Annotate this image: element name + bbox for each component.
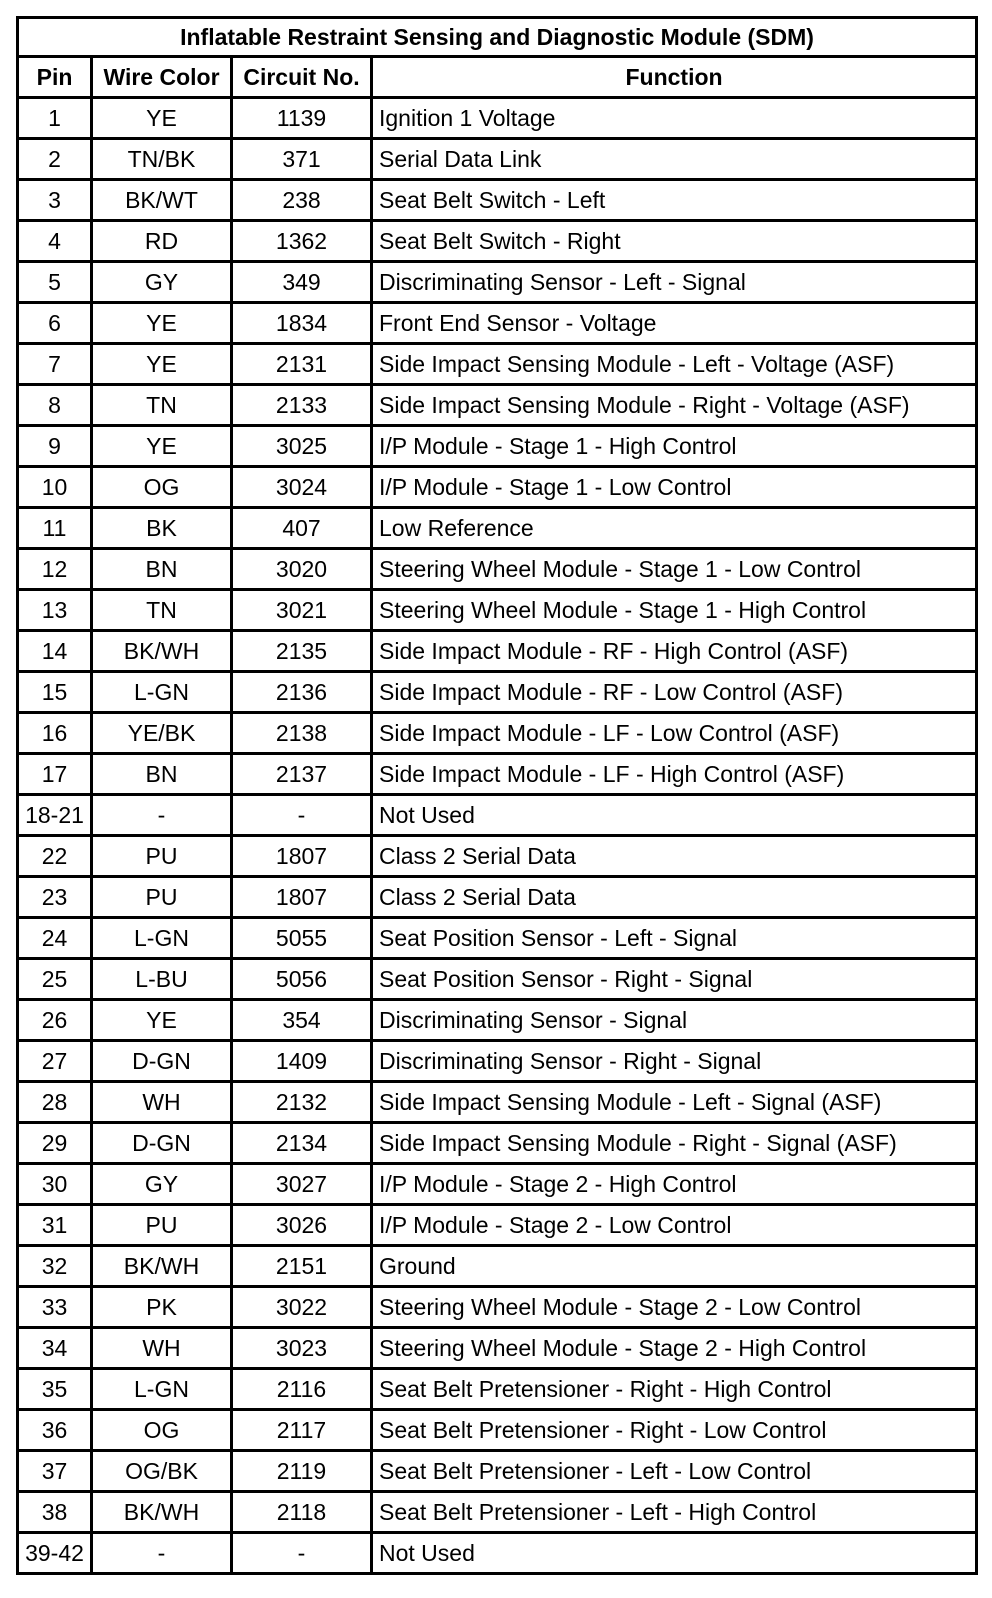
cell-function: Seat Belt Pretensioner - Left - High Control — [372, 1492, 977, 1533]
cell-pin: 3 — [18, 180, 92, 221]
table-row — [18, 1082, 977, 1123]
cell-circuit: 2118 — [232, 1492, 372, 1533]
table-row — [18, 590, 977, 631]
cell-wire-color: YE — [92, 1000, 232, 1041]
table-header-row — [18, 57, 977, 98]
cell-circuit: 1807 — [232, 836, 372, 877]
cell-circuit: - — [232, 795, 372, 836]
cell-circuit: 1807 — [232, 877, 372, 918]
cell-circuit: 2151 — [232, 1246, 372, 1287]
cell-function: Steering Wheel Module - Stage 2 - High Control — [372, 1328, 977, 1369]
cell-function: Side Impact Module - LF - Low Control (ASF) — [372, 713, 977, 754]
cell-circuit: 2116 — [232, 1369, 372, 1410]
table-row — [18, 1000, 977, 1041]
cell-wire-color: PU — [92, 877, 232, 918]
cell-pin: 24 — [18, 918, 92, 959]
cell-function: Discriminating Sensor - Left - Signal — [372, 262, 977, 303]
cell-circuit: 371 — [232, 139, 372, 180]
table-row — [18, 918, 977, 959]
cell-function: Discriminating Sensor - Right - Signal — [372, 1041, 977, 1082]
cell-pin: 6 — [18, 303, 92, 344]
cell-function: Low Reference — [372, 508, 977, 549]
cell-function: Front End Sensor - Voltage — [372, 303, 977, 344]
cell-wire-color: WH — [92, 1082, 232, 1123]
cell-function: Steering Wheel Module - Stage 1 - High Control — [372, 590, 977, 631]
cell-function: Steering Wheel Module - Stage 2 - Low Control — [372, 1287, 977, 1328]
cell-function: I/P Module - Stage 1 - Low Control — [372, 467, 977, 508]
cell-function: Not Used — [372, 795, 977, 836]
cell-circuit: 3025 — [232, 426, 372, 467]
cell-circuit: 2117 — [232, 1410, 372, 1451]
cell-pin: 18-21 — [18, 795, 92, 836]
cell-wire-color: YE — [92, 98, 232, 139]
cell-pin: 22 — [18, 836, 92, 877]
cell-pin: 9 — [18, 426, 92, 467]
cell-circuit: 2138 — [232, 713, 372, 754]
cell-wire-color: BN — [92, 754, 232, 795]
cell-circuit: 5056 — [232, 959, 372, 1000]
cell-wire-color: BN — [92, 549, 232, 590]
table-row — [18, 1246, 977, 1287]
table-row — [18, 139, 977, 180]
cell-circuit: 2136 — [232, 672, 372, 713]
cell-pin: 36 — [18, 1410, 92, 1451]
cell-circuit: 2135 — [232, 631, 372, 672]
cell-function: Ground — [372, 1246, 977, 1287]
cell-wire-color: L-GN — [92, 1369, 232, 1410]
header-wire-color: Wire Color — [92, 57, 232, 98]
cell-wire-color: YE — [92, 344, 232, 385]
cell-pin: 27 — [18, 1041, 92, 1082]
cell-function: I/P Module - Stage 1 - High Control — [372, 426, 977, 467]
cell-circuit: 2119 — [232, 1451, 372, 1492]
cell-function: Side Impact Sensing Module - Left - Signal (ASF) — [372, 1082, 977, 1123]
cell-pin: 33 — [18, 1287, 92, 1328]
cell-wire-color: BK — [92, 508, 232, 549]
table-row — [18, 1369, 977, 1410]
table-row — [18, 180, 977, 221]
cell-function: Steering Wheel Module - Stage 1 - Low Control — [372, 549, 977, 590]
cell-pin: 17 — [18, 754, 92, 795]
cell-pin: 32 — [18, 1246, 92, 1287]
cell-circuit: 1834 — [232, 303, 372, 344]
cell-pin: 25 — [18, 959, 92, 1000]
cell-wire-color: TN/BK — [92, 139, 232, 180]
cell-wire-color: BK/WH — [92, 631, 232, 672]
cell-pin: 12 — [18, 549, 92, 590]
cell-function: Ignition 1 Voltage — [372, 98, 977, 139]
cell-pin: 28 — [18, 1082, 92, 1123]
cell-function: Class 2 Serial Data — [372, 836, 977, 877]
table-row — [18, 1328, 977, 1369]
table-row — [18, 508, 977, 549]
cell-wire-color: - — [92, 1533, 232, 1574]
cell-pin: 30 — [18, 1164, 92, 1205]
table-row — [18, 385, 977, 426]
cell-wire-color: OG — [92, 1410, 232, 1451]
cell-pin: 23 — [18, 877, 92, 918]
table-row — [18, 98, 977, 139]
cell-wire-color: GY — [92, 1164, 232, 1205]
cell-circuit: 3020 — [232, 549, 372, 590]
cell-circuit: 3024 — [232, 467, 372, 508]
cell-circuit: 5055 — [232, 918, 372, 959]
cell-function: I/P Module - Stage 2 - Low Control — [372, 1205, 977, 1246]
cell-circuit: 1409 — [232, 1041, 372, 1082]
cell-wire-color: D-GN — [92, 1123, 232, 1164]
cell-wire-color: BK/WH — [92, 1246, 232, 1287]
table-title-row — [18, 18, 977, 57]
cell-wire-color: PU — [92, 1205, 232, 1246]
table-row — [18, 221, 977, 262]
table-row — [18, 631, 977, 672]
cell-circuit: 407 — [232, 508, 372, 549]
cell-pin: 34 — [18, 1328, 92, 1369]
cell-pin: 5 — [18, 262, 92, 303]
cell-circuit: 1139 — [232, 98, 372, 139]
table-row — [18, 262, 977, 303]
cell-pin: 26 — [18, 1000, 92, 1041]
cell-circuit: 2137 — [232, 754, 372, 795]
cell-pin: 35 — [18, 1369, 92, 1410]
cell-wire-color: PK — [92, 1287, 232, 1328]
cell-function: Discriminating Sensor - Signal — [372, 1000, 977, 1041]
cell-wire-color: L-GN — [92, 918, 232, 959]
cell-pin: 37 — [18, 1451, 92, 1492]
cell-wire-color: RD — [92, 221, 232, 262]
cell-circuit: 2131 — [232, 344, 372, 385]
cell-pin: 11 — [18, 508, 92, 549]
table-row — [18, 1492, 977, 1533]
cell-function: Side Impact Sensing Module - Left - Voltage (ASF) — [372, 344, 977, 385]
cell-function: Side Impact Module - RF - Low Control (ASF) — [372, 672, 977, 713]
cell-function: Class 2 Serial Data — [372, 877, 977, 918]
cell-wire-color: - — [92, 795, 232, 836]
cell-pin: 39-42 — [18, 1533, 92, 1574]
cell-function: Seat Belt Switch - Right — [372, 221, 977, 262]
cell-circuit: 2134 — [232, 1123, 372, 1164]
table-row — [18, 1410, 977, 1451]
table-row — [18, 1123, 977, 1164]
cell-circuit: 3023 — [232, 1328, 372, 1369]
cell-function: Seat Belt Switch - Left — [372, 180, 977, 221]
table-row — [18, 1451, 977, 1492]
header-function: Function — [372, 57, 977, 98]
cell-circuit: 238 — [232, 180, 372, 221]
table-row — [18, 836, 977, 877]
table-row — [18, 713, 977, 754]
cell-wire-color: YE — [92, 303, 232, 344]
cell-circuit: 354 — [232, 1000, 372, 1041]
table-row — [18, 303, 977, 344]
cell-pin: 13 — [18, 590, 92, 631]
cell-function: Seat Belt Pretensioner - Right - High Control — [372, 1369, 977, 1410]
table-row — [18, 344, 977, 385]
cell-wire-color: BK/WH — [92, 1492, 232, 1533]
cell-circuit: - — [232, 1533, 372, 1574]
cell-circuit: 349 — [232, 262, 372, 303]
cell-pin: 4 — [18, 221, 92, 262]
cell-function: I/P Module - Stage 2 - High Control — [372, 1164, 977, 1205]
sdm-connector-table — [16, 16, 978, 1575]
cell-function: Seat Position Sensor - Left - Signal — [372, 918, 977, 959]
table-row — [18, 795, 977, 836]
table-title: Inflatable Restraint Sensing and Diagnostic Module (SDM) — [18, 18, 977, 57]
cell-pin: 29 — [18, 1123, 92, 1164]
cell-function: Side Impact Sensing Module - Right - Signal (ASF) — [372, 1123, 977, 1164]
cell-wire-color: PU — [92, 836, 232, 877]
table-row — [18, 426, 977, 467]
table-row — [18, 1533, 977, 1574]
cell-function: Side Impact Module - RF - High Control (ASF) — [372, 631, 977, 672]
cell-wire-color: OG — [92, 467, 232, 508]
cell-function: Side Impact Sensing Module - Right - Voltage (ASF) — [372, 385, 977, 426]
table-row — [18, 877, 977, 918]
cell-function: Seat Belt Pretensioner - Left - Low Control — [372, 1451, 977, 1492]
table-row — [18, 672, 977, 713]
cell-wire-color: TN — [92, 590, 232, 631]
cell-function: Serial Data Link — [372, 139, 977, 180]
cell-wire-color: YE — [92, 426, 232, 467]
cell-pin: 7 — [18, 344, 92, 385]
cell-circuit: 3021 — [232, 590, 372, 631]
cell-wire-color: GY — [92, 262, 232, 303]
cell-function: Not Used — [372, 1533, 977, 1574]
cell-circuit: 3022 — [232, 1287, 372, 1328]
cell-circuit: 2133 — [232, 385, 372, 426]
table-row — [18, 1164, 977, 1205]
header-pin: Pin — [18, 57, 92, 98]
cell-wire-color: OG/BK — [92, 1451, 232, 1492]
cell-pin: 15 — [18, 672, 92, 713]
cell-wire-color: TN — [92, 385, 232, 426]
table-row — [18, 754, 977, 795]
table-row — [18, 1205, 977, 1246]
table-row — [18, 959, 977, 1000]
table-row — [18, 467, 977, 508]
cell-circuit: 3026 — [232, 1205, 372, 1246]
cell-wire-color: D-GN — [92, 1041, 232, 1082]
table-row — [18, 1041, 977, 1082]
cell-circuit: 2132 — [232, 1082, 372, 1123]
cell-pin: 14 — [18, 631, 92, 672]
cell-pin: 1 — [18, 98, 92, 139]
cell-pin: 38 — [18, 1492, 92, 1533]
cell-pin: 2 — [18, 139, 92, 180]
cell-function: Seat Position Sensor - Right - Signal — [372, 959, 977, 1000]
cell-circuit: 3027 — [232, 1164, 372, 1205]
cell-wire-color: WH — [92, 1328, 232, 1369]
cell-wire-color: BK/WT — [92, 180, 232, 221]
header-circuit: Circuit No. — [232, 57, 372, 98]
cell-pin: 16 — [18, 713, 92, 754]
cell-pin: 10 — [18, 467, 92, 508]
table-row — [18, 549, 977, 590]
cell-wire-color: L-BU — [92, 959, 232, 1000]
cell-wire-color: L-GN — [92, 672, 232, 713]
table-row — [18, 1287, 977, 1328]
cell-circuit: 1362 — [232, 221, 372, 262]
cell-function: Seat Belt Pretensioner - Right - Low Control — [372, 1410, 977, 1451]
cell-pin: 8 — [18, 385, 92, 426]
cell-function: Side Impact Module - LF - High Control (ASF) — [372, 754, 977, 795]
cell-pin: 31 — [18, 1205, 92, 1246]
cell-wire-color: YE/BK — [92, 713, 232, 754]
